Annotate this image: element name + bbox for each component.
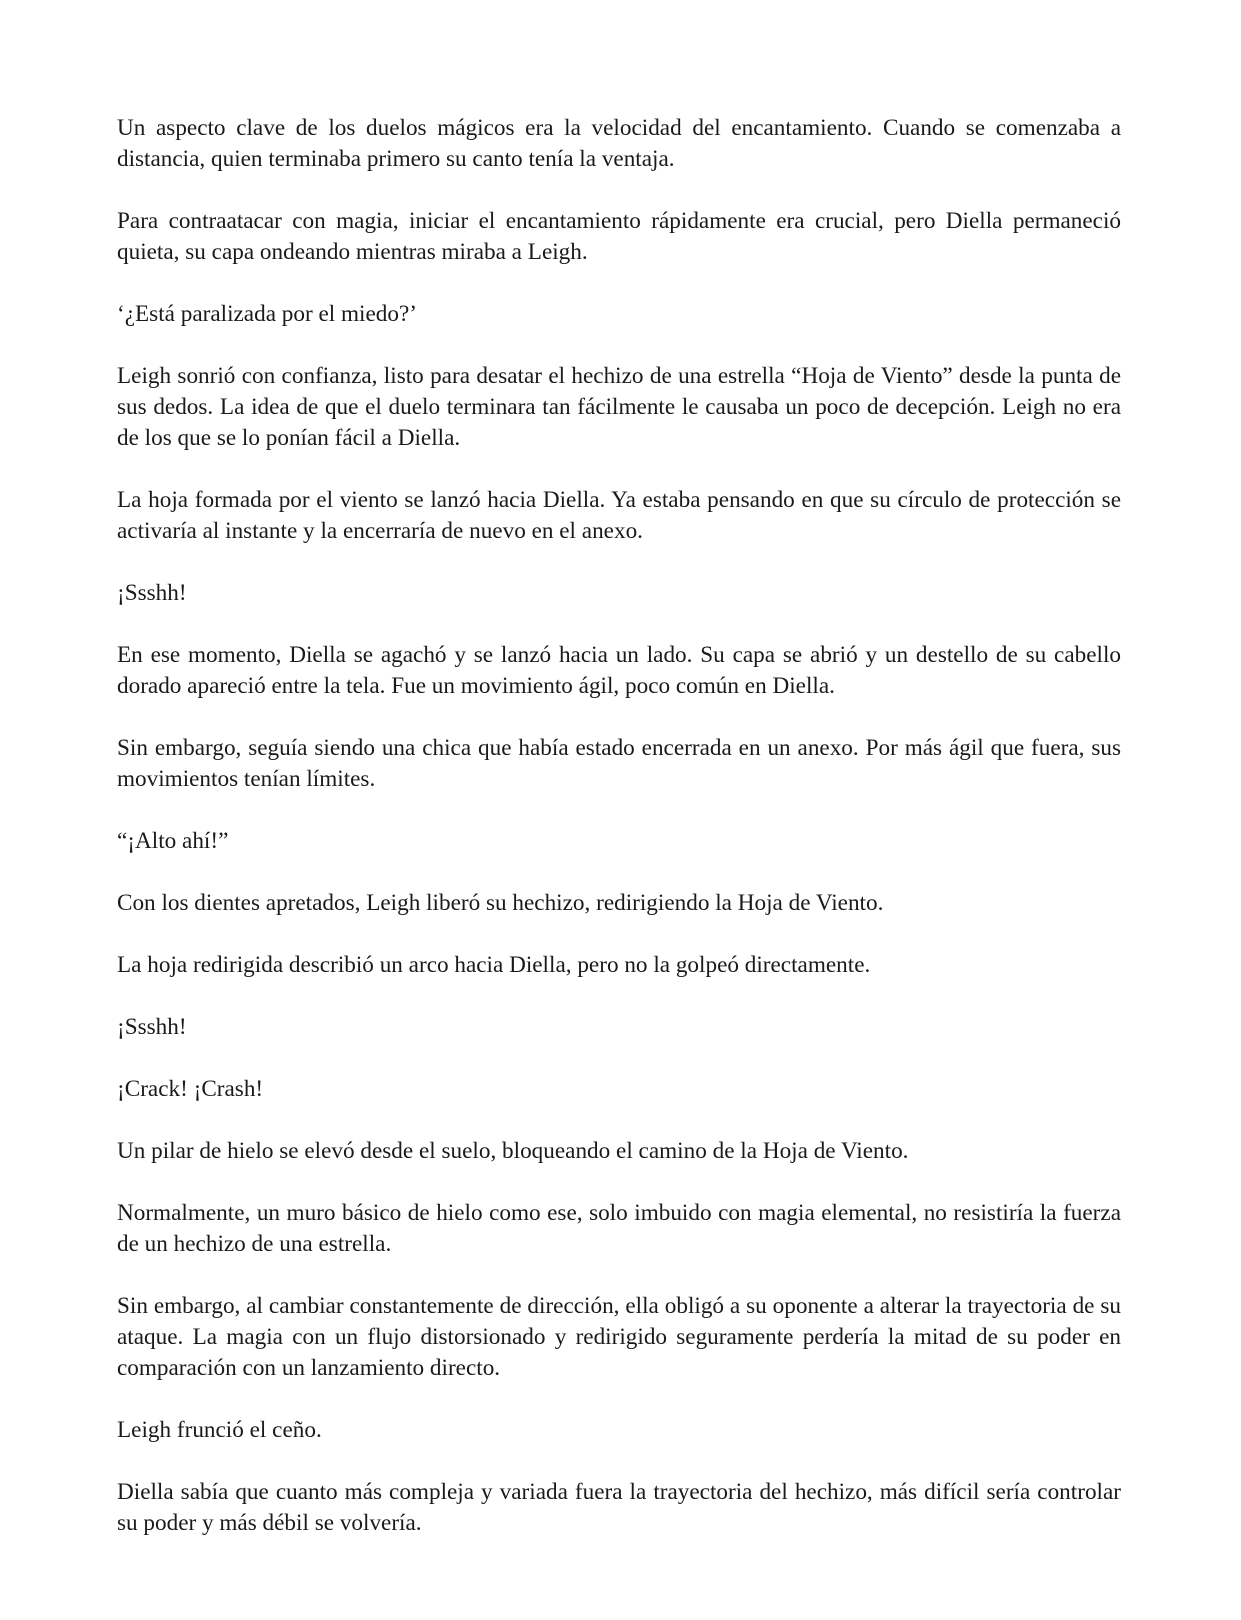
paragraph: Diella sabía que cuanto más compleja y variada fuera la trayectoria del hechizo, más difícil sería controlar su poder y más débil se volvería. [117, 1479, 1121, 1536]
paragraph: Normalmente, un muro básico de hielo como ese, solo imbuido con magia elemental, no resistiría la fuerza de un hechizo de una estrella. [117, 1200, 1121, 1257]
paragraph: Sin embargo, al cambiar constantemente de dirección, ella obligó a su oponente a alterar la trayectoria de su ataque. La magia con un flujo distorsionado y redirigido seguramente perdería la mitad de su poder en comparación con un lanzamiento directo. [117, 1293, 1121, 1381]
paragraph: Leigh sonrió con confianza, listo para desatar el hechizo de una estrella “Hoja de Viento” desde la punta de sus dedos. La idea de que el duelo terminara tan fácilmente le causaba un poco de decepción. Leigh no era de los que se lo ponían fácil a Diella. [117, 363, 1121, 451]
document-page [117, 113, 1121, 1539]
paragraph: Leigh frunció el ceño. [117, 1417, 322, 1443]
paragraph: Un pilar de hielo se elevó desde el suelo, bloqueando el camino de la Hoja de Viento. [117, 1138, 909, 1164]
paragraph: ¡Ssshh! [117, 580, 187, 606]
paragraph: Sin embargo, seguía siendo una chica que había estado encerrada en un anexo. Por más ágil que fuera, sus movimientos tenían límites. [117, 735, 1121, 792]
paragraph: ‘¿Está paralizada por el miedo?’ [117, 301, 417, 327]
paragraph: La hoja formada por el viento se lanzó hacia Diella. Ya estaba pensando en que su círculo de protección se activaría al instante y la encerraría de nuevo en el anexo. [117, 487, 1121, 544]
paragraph: ¡Crack! ¡Crash! [117, 1076, 264, 1102]
paragraph: Para contraatacar con magia, iniciar el encantamiento rápidamente era crucial, pero Diella permaneció quieta, su capa ondeando mientras miraba a Leigh. [117, 208, 1121, 265]
paragraph: Un aspecto clave de los duelos mágicos era la velocidad del encantamiento. Cuando se comenzaba a distancia, quien terminaba primero su canto tenía la ventaja. [117, 115, 1121, 172]
paragraph: La hoja redirigida describió un arco hacia Diella, pero no la golpeó directamente. [117, 952, 871, 978]
paragraph: “¡Alto ahí!” [117, 828, 229, 854]
paragraph: Con los dientes apretados, Leigh liberó su hechizo, redirigiendo la Hoja de Viento. [117, 890, 884, 916]
paragraph: En ese momento, Diella se agachó y se lanzó hacia un lado. Su capa se abrió y un destello de su cabello dorado apareció entre la tela. Fue un movimiento ágil, poco común en Diella. [117, 642, 1121, 699]
paragraph: ¡Ssshh! [117, 1014, 187, 1040]
